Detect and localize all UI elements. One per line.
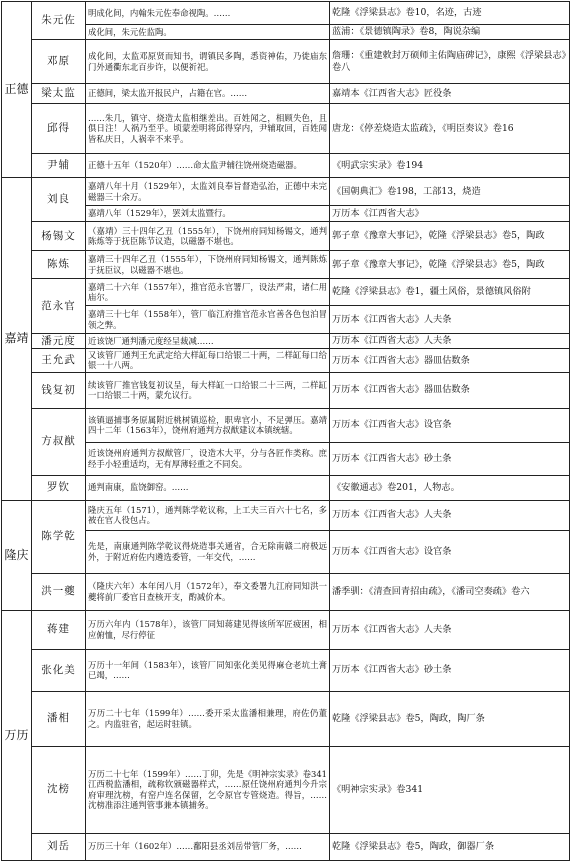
source-citation: 万历本《江西省大志》人夫条 xyxy=(330,306,570,334)
official-name: 邓原 xyxy=(32,40,86,84)
official-name: 邱得 xyxy=(32,104,86,154)
table-row xyxy=(2,206,570,222)
event-description: （隆庆六年）本年闰八月（1572年），奉文委署九江府同知洪一夔将前厂委官日查核开支，酌减价本。 xyxy=(86,573,330,610)
table-row xyxy=(2,746,570,833)
table-row xyxy=(2,349,570,373)
table-row xyxy=(2,25,570,40)
source-citation: 万历本《江西省大志》设官条 xyxy=(330,408,570,442)
event-description: 万历三十年（1602年）……鄱阳县丞刘岳带管厂务，…… xyxy=(86,833,330,860)
table-row xyxy=(2,279,570,306)
table-row xyxy=(2,500,570,530)
event-description: 又该管厂通判王允武定给大样缸每口给银二十两，二样缸每口给银一十八两。 xyxy=(86,349,330,373)
event-description: 近该饶州府通判方叔猷管厂，设造木大平，分与各匠作类称。庶经手小轻重适均，无有厚薄轻重之不同矣。 xyxy=(86,442,330,475)
source-citation: 詹珊：《重建敕封万硕师主佑陶庙碑记》，康熙《浮梁县志》卷八 xyxy=(330,40,570,84)
event-description: 嘉靖二十六年（1557年），推官范永官署厂，设法严肃，诸仁用庙尔。 xyxy=(86,279,330,306)
table-row xyxy=(2,442,570,475)
official-name: 梁太监 xyxy=(32,84,86,104)
source-citation: 万历本《江西省大志》砂土条 xyxy=(330,442,570,475)
event-description: ……朱几，镇守、烧造太监相继差出。百姓闻之，相顾失色，且俱日注！人祸乃至乎。顷蒙差明将邱得穿内，尹辅取回，百姓闻皆私庆日，人祸幸不来乎。 xyxy=(86,104,330,154)
event-description: 隆庆五年（1571），通判陈学乾议称，上工夫三百六十七名，多被在官人役包占。 xyxy=(86,500,330,530)
table-row xyxy=(2,573,570,610)
era-name: 嘉靖 xyxy=(2,178,32,501)
event-description: 明成化间，内翰朱元佐奉命视陶。…… xyxy=(86,2,330,25)
event-description: 万历六年内（1578年），该管厂同知蒋建见得该所军匠疲困，相应俯恤，尽行停征 xyxy=(86,610,330,649)
source-citation: 潘季驯：《清查回青招由疏》，《潘司空奏疏》卷六 xyxy=(330,573,570,610)
source-citation: 嘉靖本《江西省大志》匠役条 xyxy=(330,84,570,104)
event-description: （嘉靖）三十四年乙丑（1555年），下饶州府同知杨锡文，通判陈炼等于抚臣陈节议造，以磁器不堪也。 xyxy=(86,222,330,251)
source-citation: 《明神宗实录》卷341 xyxy=(330,746,570,833)
table-row xyxy=(2,334,570,349)
official-name: 刘良 xyxy=(32,178,86,222)
source-citation: 万历本《江西省大志》设官条 xyxy=(330,530,570,573)
event-description: 万历十一年间（1583年），该管厂同知张化美见得麻仓老坑土膏已竭，…… xyxy=(86,649,330,691)
event-description: 万历二十七年（1599年）……委开采太监潘相兼理，府佐仍董之。内监驻省，起运时驻镇。 xyxy=(86,691,330,746)
official-name: 朱元佐 xyxy=(32,2,86,40)
source-citation: 唐龙：《停差烧造太监疏》，《明臣奏议》卷16 xyxy=(330,104,570,154)
source-citation: 《明武宗实录》卷194 xyxy=(330,154,570,178)
source-citation: 蓝浦：《景德镇陶录》卷8，陶说杂编 xyxy=(330,25,570,40)
era-name: 隆庆 xyxy=(2,500,32,610)
event-description: 成化间，朱元佐监陶。 xyxy=(86,25,330,40)
official-name: 王允武 xyxy=(32,349,86,373)
table-row xyxy=(2,691,570,746)
table-row xyxy=(2,475,570,500)
source-citation: 乾隆《浮梁县志》卷10，名迹，古迹 xyxy=(330,2,570,25)
source-citation: 郭子章《豫章大事记》，乾隆《浮梁县志》卷5，陶政 xyxy=(330,251,570,279)
table-row xyxy=(2,833,570,860)
event-description: 嘉靖三十四年乙丑（1555年），下饶州府同知杨锡文，通判陈炼于抚臣议，以磁器不堪也。 xyxy=(86,251,330,279)
source-citation: 万历本《江西省大志》人夫条 xyxy=(330,500,570,530)
table-row xyxy=(2,104,570,154)
table-row xyxy=(2,178,570,206)
event-description: 嘉靖八年十月（1529年），太监刘良奉旨督造弘治，正德中未完磁器三十余万。 xyxy=(86,178,330,206)
official-name: 杨锡文 xyxy=(32,222,86,251)
table-row xyxy=(2,222,570,251)
table-row xyxy=(2,84,570,104)
event-description: 嘉靖八年（1529年），罢刘太监暨行。 xyxy=(86,206,330,222)
event-description: 正德十五年（1520年）……命太监尹辅往饶州烧造磁器。 xyxy=(86,154,330,178)
table-row xyxy=(2,306,570,334)
official-name: 罗钦 xyxy=(32,475,86,500)
official-name: 蒋建 xyxy=(32,610,86,649)
official-name: 潘元度 xyxy=(32,334,86,349)
era-name: 正德 xyxy=(2,2,32,178)
table-row xyxy=(2,154,570,178)
official-name: 陈学乾 xyxy=(32,500,86,573)
official-name: 潘相 xyxy=(32,691,86,746)
official-name: 张化美 xyxy=(32,649,86,691)
table-row xyxy=(2,2,570,25)
official-name: 钱复初 xyxy=(32,372,86,408)
source-citation: 万历本《江西省大志》砂土条 xyxy=(330,649,570,691)
event-description: 续该管厂推官钱复初议呈，每大样缸一口给银二十三两，二样缸一口给银二十两，蒙允议行。 xyxy=(86,372,330,408)
table-row xyxy=(2,408,570,442)
source-citation: 万历本《江西省大志》人夫条 xyxy=(330,334,570,349)
source-citation: 万历本《江西省大志》器皿估数条 xyxy=(330,349,570,373)
source-citation: 《安徽通志》卷201，人物志。 xyxy=(330,475,570,500)
official-name: 沈榜 xyxy=(32,746,86,833)
source-citation: 万历本《江西省大志》器皿估数条 xyxy=(330,372,570,408)
event-description: 近该饶厂通判潘元度经呈裁减…… xyxy=(86,334,330,349)
officials-table xyxy=(1,1,570,861)
table-row xyxy=(2,372,570,408)
table-row xyxy=(2,251,570,279)
event-description: 该镇逼捕事务原属附近桃树镇巡检，职卑官小，不足弹压。嘉靖四十二年（1563年），饶州府通判方叔猷建议本镇统辖。 xyxy=(86,408,330,442)
event-description: 通判南康，监饶御窑。…… xyxy=(86,475,330,500)
event-description: 成化间，太监邓原贤而知书，谓镇民多陶，悉资神佑，乃徙庙东门外通衢东北百步许，以便祈祀。 xyxy=(86,40,330,84)
source-citation: 《国朝典汇》卷198，工部13，烧造 xyxy=(330,178,570,206)
era-name: 万历 xyxy=(2,610,32,860)
official-name: 洪一夔 xyxy=(32,573,86,610)
event-description: 嘉靖三十七年（1558年），管厂临江府推官范永官善各色包泊冒领之弊。 xyxy=(86,306,330,334)
event-description: 万历二十七年（1599年）……丁卯，先是《明神宗实录》卷341江西税监潘相，疏称钦颁磁器样式，……原任饶州府通判今升宗府审理沈榜，有窑户连名保留，乞令原官专管烧造。得旨，……沈榜准添注通判管事兼本镇捕务。 xyxy=(86,746,330,833)
official-name: 尹辅 xyxy=(32,154,86,178)
table-row xyxy=(2,40,570,84)
table-row xyxy=(2,649,570,691)
source-citation: 乾隆《浮梁县志》卷1，疆土风俗，景德镇风俗附 xyxy=(330,279,570,306)
source-citation: 万历本《江西省大志》人夫条 xyxy=(330,610,570,649)
table-row xyxy=(2,530,570,573)
official-name: 刘岳 xyxy=(32,833,86,860)
source-citation: 郭子章《豫章大事记》，乾隆《浮梁县志》卷5，陶政 xyxy=(330,222,570,251)
source-citation: 万历本《江西省大志》 xyxy=(330,206,570,222)
official-name: 范永官 xyxy=(32,279,86,334)
event-description: 正德间，梁太监开报民户，占籍在官。…… xyxy=(86,84,330,104)
table-body xyxy=(2,2,570,861)
source-citation: 乾隆《浮梁县志》卷5，陶政，御器厂条 xyxy=(330,833,570,860)
official-name: 方叔猷 xyxy=(32,408,86,475)
source-citation: 乾隆《浮梁县志》卷5，陶政，陶厂条 xyxy=(330,691,570,746)
table-row xyxy=(2,610,570,649)
event-description: 先是，南康通判陈学乾议得烧造事关通省，合无除南赣二府极远外，于附近府佐内遴选委管，一年交代，…… xyxy=(86,530,330,573)
official-name: 陈炼 xyxy=(32,251,86,279)
